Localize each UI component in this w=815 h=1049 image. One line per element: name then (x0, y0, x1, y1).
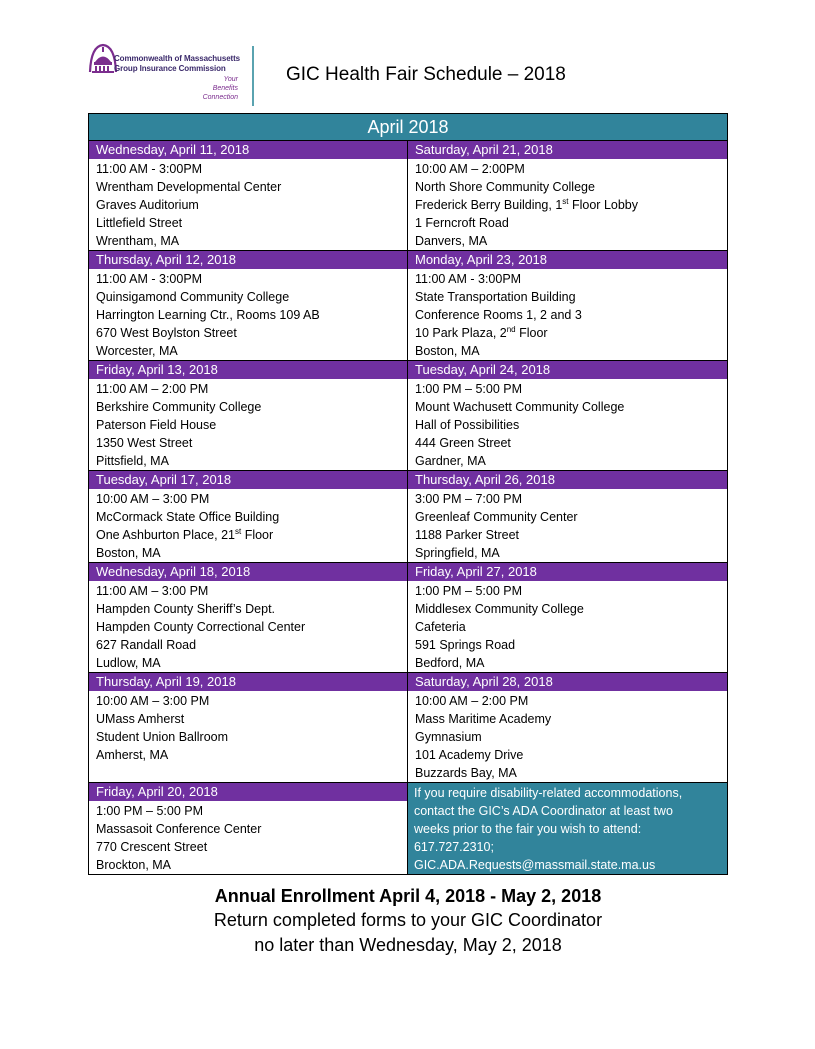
ada-phone: 617.727.2310; (413, 840, 494, 854)
event-place: Middlesex Community College (415, 602, 584, 616)
event-place: Berkshire Community College (96, 400, 262, 414)
event-city: Boston, MA (415, 344, 480, 358)
event-street: 591 Springs Road (415, 638, 516, 652)
event-place: Massasoit Conference Center (96, 822, 262, 836)
event-city: Worcester, MA (96, 344, 178, 358)
event-date: Friday, April 27, 2018 (408, 563, 727, 581)
schedule-row (89, 361, 727, 471)
event-time: 1:00 PM – 5:00 PM (415, 382, 523, 396)
event-cell (89, 361, 408, 470)
logo-tagline (184, 75, 238, 102)
event-city: Ludlow, MA (96, 656, 161, 670)
event-street: 444 Green Street (415, 436, 511, 450)
event-date: Thursday, April 12, 2018 (89, 251, 407, 269)
event-time: 11:00 AM – 2:00 PM (96, 382, 209, 396)
event-time: 11:00 AM - 3:00PM (415, 272, 522, 286)
tagline-word: Your (223, 76, 238, 83)
event-cell (89, 563, 408, 672)
schedule-row (89, 141, 727, 251)
event-time: 11:00 AM – 3:00 PM (96, 584, 209, 598)
schedule-row (89, 673, 727, 783)
document-header (88, 40, 728, 110)
return-forms-note: Return completed forms to your GIC Coordinator (213, 910, 603, 930)
event-city: Pittsfield, MA (96, 454, 169, 468)
event-date: Friday, April 20, 2018 (89, 783, 407, 801)
event-time: 10:00 AM – 2:00PM (415, 162, 525, 176)
event-cell (408, 563, 727, 672)
event-cell (408, 361, 727, 470)
event-detail: Student Union Ballroom (96, 730, 229, 744)
event-detail: Frederick Berry Building, 1st Floor Lobby (415, 196, 638, 212)
ada-notice-line: weeks prior to the fair you wish to attend: (413, 822, 642, 836)
event-street: 1350 West Street (96, 436, 193, 450)
event-cell (408, 251, 727, 360)
header-divider (252, 46, 254, 106)
event-detail: Hampden County Correctional Center (96, 620, 306, 634)
schedule-row (89, 471, 727, 563)
event-time: 10:00 AM – 2:00 PM (415, 694, 529, 708)
schedule-table (88, 113, 728, 875)
ada-email: GIC.ADA.Requests@massmail.state.ma.us (413, 858, 656, 872)
event-time: 1:00 PM – 5:00 PM (96, 804, 204, 818)
event-cell (408, 471, 727, 562)
schedule-row (89, 563, 727, 673)
event-place: State Transportation Building (415, 290, 576, 304)
event-street: 10 Park Plaza, 2nd Floor (415, 324, 548, 340)
event-date: Wednesday, April 11, 2018 (89, 141, 407, 159)
event-detail: 1188 Parker Street (415, 528, 519, 542)
event-place: Hampden County Sheriff’s Dept. (96, 602, 276, 616)
event-date: Wednesday, April 18, 2018 (89, 563, 407, 581)
enrollment-period: Annual Enrollment April 4, 2018 - May 2, 2018 (214, 886, 602, 906)
event-cell (89, 673, 408, 782)
event-detail: Conference Rooms 1, 2 and 3 (415, 308, 582, 322)
event-detail: One Ashburton Place, 21st Floor (96, 526, 274, 542)
event-place: Wrentham Developmental Center (96, 180, 282, 194)
event-date: Saturday, April 28, 2018 (408, 673, 727, 691)
event-detail: Harrington Learning Ctr., Rooms 109 AB (96, 308, 320, 322)
event-street: 627 Randall Road (96, 638, 197, 652)
tagline-word: Benefits (212, 85, 238, 92)
event-cell (408, 141, 727, 250)
event-place: Quinsigamond Community College (96, 290, 290, 304)
event-city: Wrentham, MA (96, 234, 180, 248)
schedule-row (89, 251, 727, 361)
event-cell (89, 251, 408, 360)
event-cell (89, 783, 408, 874)
event-detail: Graves Auditorium (96, 198, 199, 212)
event-date: Tuesday, April 24, 2018 (408, 361, 727, 379)
deadline-note: no later than Wednesday, May 2, 2018 (254, 935, 562, 955)
event-city: Bedford, MA (415, 656, 485, 670)
event-time: 11:00 AM - 3:00PM (96, 162, 203, 176)
event-street: 770 Crescent Street (96, 840, 208, 854)
enrollment-footer (88, 884, 728, 958)
event-date: Thursday, April 19, 2018 (89, 673, 407, 691)
month-header: April 2018 (89, 114, 727, 141)
logo-line-2: Group Insurance Commission (114, 64, 226, 73)
event-date: Thursday, April 26, 2018 (408, 471, 727, 489)
event-city: Amherst, MA (96, 748, 169, 762)
event-time: 10:00 AM – 3:00 PM (96, 492, 210, 506)
event-time: 1:00 PM – 5:00 PM (415, 584, 523, 598)
event-detail: Hall of Possibilities (415, 418, 520, 432)
event-street: 101 Academy Drive (415, 748, 524, 762)
event-place: North Shore Community College (415, 180, 595, 194)
event-date: Saturday, April 21, 2018 (408, 141, 727, 159)
event-place: UMass Amherst (96, 712, 185, 726)
event-time: 11:00 AM - 3:00PM (96, 272, 203, 286)
event-city: Gardner, MA (415, 454, 486, 468)
ada-notice-line: contact the GIC’s ADA Coordinator at least two (413, 804, 673, 818)
event-time: 10:00 AM – 3:00 PM (96, 694, 210, 708)
event-time: 3:00 PM – 7:00 PM (415, 492, 523, 506)
event-cell (89, 141, 408, 250)
event-city: Springfield, MA (415, 546, 500, 560)
tagline-word: Connection (202, 94, 238, 101)
page-title: GIC Health Fair Schedule – 2018 (286, 64, 566, 85)
event-cell (89, 471, 408, 562)
event-city: Boston, MA (96, 546, 161, 560)
event-street: 670 West Boylston Street (96, 326, 237, 340)
event-city: Brockton, MA (96, 858, 172, 872)
ada-notice-line: If you require disability-related accommodations, (413, 786, 683, 800)
event-detail: Gymnasium (415, 730, 482, 744)
logo-line-1: Commonwealth of Massachusetts (114, 54, 241, 63)
event-detail: Cafeteria (415, 620, 466, 634)
event-street: 1 Ferncroft Road (415, 216, 509, 230)
gic-logo (88, 40, 248, 104)
event-place: McCormack State Office Building (96, 510, 280, 524)
event-date: Friday, April 13, 2018 (89, 361, 407, 379)
event-date: Tuesday, April 17, 2018 (89, 471, 407, 489)
event-street: Littlefield Street (96, 216, 183, 230)
schedule-row (89, 783, 727, 874)
event-detail: Paterson Field House (96, 418, 217, 432)
event-date: Monday, April 23, 2018 (408, 251, 727, 269)
event-place: Mount Wachusett Community College (415, 400, 625, 414)
event-cell (408, 673, 727, 782)
event-place: Mass Maritime Academy (415, 712, 552, 726)
event-city: Buzzards Bay, MA (415, 766, 517, 780)
event-city: Danvers, MA (415, 234, 488, 248)
ada-notice (408, 783, 727, 874)
event-place: Greenleaf Community Center (415, 510, 578, 524)
